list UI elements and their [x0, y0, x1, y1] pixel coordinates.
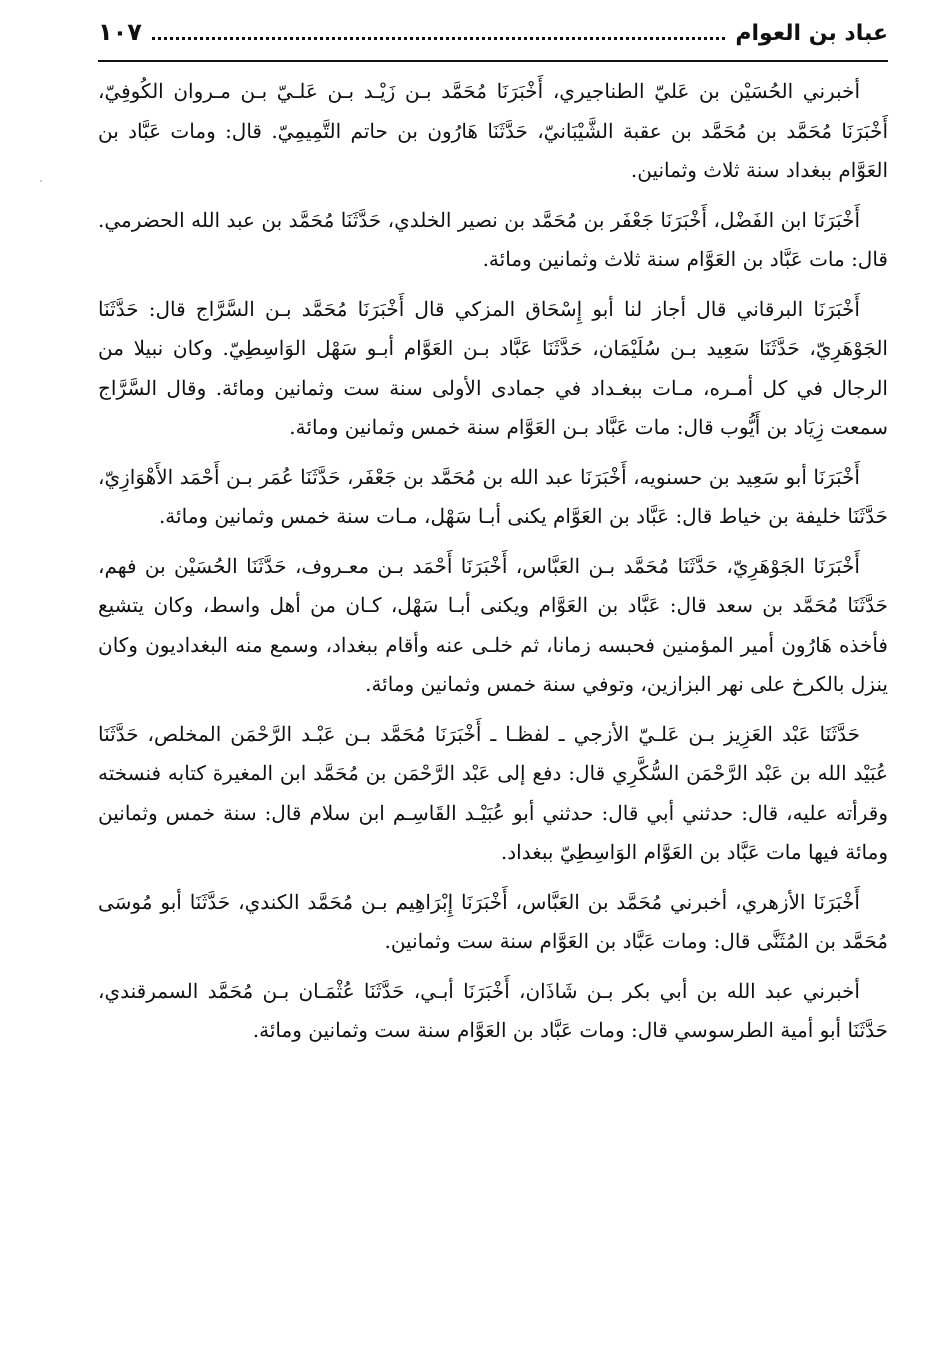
paragraph: أخبرني الحُسَيْن بن عَليّ الطناجيري، أَخْبَرَنَا مُحَمَّد بـن زَيْـد بـن عَلـيّ بـن مـروان الكُوفِيّ، أَخْبَرَنَا مُحَمَّد بن مُحَمَّد بن عقبة الشَّيْبَانيّ، حَدَّثَنَا هَارُون بن حاتم التَّمِيمِيّ. قال: ومات عَبَّاد بن العَوَّام ببغداد سنة ثلاث وثمانين. [98, 79, 888, 182]
header-dot-leader [152, 37, 725, 40]
paragraph: أَخْبَرَنَا ابن الفَضْل، أَخْبَرَنَا جَعْفَر بن مُحَمَّد بن نصير الخلدي، حَدَّثَنَا مُحَمَّد بن عبد الله الحضرمي. قال: مات عَبَّاد بن العَوَّام سنة ثلاث وثمانين ومائة. [98, 207, 888, 271]
paragraph: أخبرني عبد الله بن أبي بكر بـن شَاذَان، أَخْبَرَنَا أبـي، حَدَّثَنَا عُثْمَـان بـن مُحَمَّد السمرقندي، حَدَّثَنَا أبو أمية الطرسوسي قال: ومات عَبَّاد بن العَوَّام سنة ست وثمانين ومائة. [98, 978, 888, 1042]
margin-speck [40, 180, 42, 182]
page-body [98, 72, 888, 1051]
paragraph: أَخْبَرَنَا أبو سَعِيد بن حسنويه، أَخْبَرَنَا عبد الله بن مُحَمَّد بن جَعْفَر، حَدَّثَنَا عُمَر بـن أَحْمَد الأَهْوَازِيّ، حَدَّثَنَا خليفة بن خياط قال: عَبَّاد بن العَوَّام يكنى أبـا سَهْل، مـات سنة خمس وثمانين ومائة. [98, 464, 888, 528]
paragraph: حَدَّثَنَا عَبْد العَزِيز بـن عَلـيّ الأزجي ـ لفظـا ـ أَخْبَرَنَا مُحَمَّد بـن عَبْـد الرَّحْمَن المخلص، حَدَّثَنَا عُبَيْد الله بن عَبْد الرَّحْمَن السُّكَّرِي قال: دفع إلى عَبْد الرَّحْمَن بن مُحَمَّد ابن المغيرة كتابه فنسخته وقرأته عليه، قال: حدثني أبي قال: حدثني أبو عُبَيْـد القَاسِـم ابن سلام قال: سنة خمس وثمانين ومائة فيها مات عَبَّاد بن العَوَّام الوَاسِطِيّ ببغداد. [98, 721, 888, 864]
page-header [98, 18, 888, 62]
paragraph: أَخْبَرَنَا الأزهري، أخبرني مُحَمَّد بن العَبَّاس، أَخْبَرَنَا إِبْرَاهِيم بـن مُحَمَّد الكندي، حَدَّثَنَا أبو مُوسَى مُحَمَّد بن المُثَنَّى قال: ومات عَبَّاد بن العَوَّام سنة ست وثمانين. [98, 889, 888, 953]
running-title: عباد بن العوام [735, 21, 888, 46]
paragraph: أَخْبَرَنَا البرقاني قال أجاز لنا أبو إِسْحَاق المزكي قال أَخْبَرَنَا مُحَمَّد بـن السَّرَّاج قال: حَدَّثَنَا الجَوْهَرِيّ، حَدَّثَنَا سَعِيد بـن سُلَيْمَان، حَدَّثَنَا عَبَّاد بـن العَوَّام أبـو سَهْل الوَاسِطِيّ. وكان نبيلا من الرجال في كل أمـره، مـات ببغـداد في جمادى الأولى سنة ست وثمانين ومائة. وقال السَّرَّاج سمعت زِيَاد بن أَيُّوب قال: مات عَبَّاد بـن العَوَّام سنة خمس وثمانين ومائة. [98, 296, 888, 439]
book-page [98, 18, 888, 1338]
paragraph: أَخْبَرَنَا الجَوْهَرِيّ، حَدَّثَنَا مُحَمَّد بـن العَبَّاس، أَخْبَرَنَا أَحْمَد بـن معـروف، حَدَّثَنَا الحُسَيْن بن فهم، حَدَّثَنَا مُحَمَّد بن سعد قال: عَبَّاد بن العَوَّام ويكنى أبـا سَهْل، كـان من أهل واسط، وكان يتشيع فأخذه هَارُون أمير المؤمنين فحبسه زمانا، ثم خلـى عنه وأقام ببغداد، وسمع منه البغداديون وكان ينزل بالكرخ على نهر البزازين، وتوفي سنة خمس وثمانين ومائة. [98, 553, 888, 696]
page-number: ١٠٧ [98, 18, 142, 46]
